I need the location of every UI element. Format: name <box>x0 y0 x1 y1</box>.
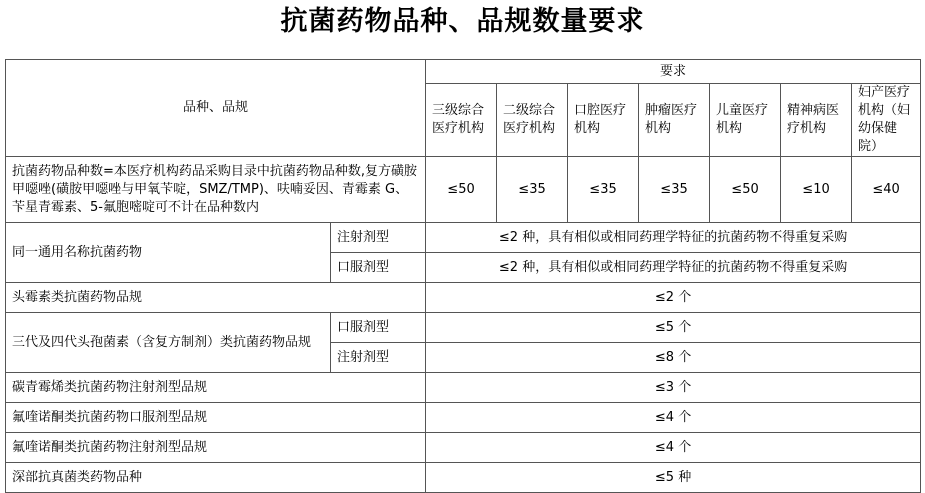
column-header: 肿瘤医疗机构 <box>639 84 710 157</box>
column-header: 妇产医疗机构（妇幼保健院） <box>852 84 921 157</box>
cell-value: ≤40 <box>852 157 921 223</box>
requirements-table <box>5 59 921 493</box>
cell-value: ≤3 个 <box>426 373 921 403</box>
table-row <box>6 157 921 223</box>
header-requirement: 要求 <box>426 60 921 84</box>
row-label: 抗菌药物品种数=本医疗机构药品采购目录中抗菌药物品种数,复方磺胺甲噁唑(磺胺甲噁唑与甲氧苄啶，SMZ/TMP)、呋喃妥因、青霉素 G、苄星青霉素、5-氟胞嘧啶可不计在品种数内 <box>6 157 426 223</box>
cell-value: ≤50 <box>710 157 781 223</box>
cell-value: ≤2 种，具有相似或相同药理学特征的抗菌药物不得重复采购 <box>426 253 921 283</box>
cell-value: ≤10 <box>781 157 852 223</box>
dosage-form-label: 口服剂型 <box>331 313 426 343</box>
cell-value: ≤2 种，具有相似或相同药理学特征的抗菌药物不得重复采购 <box>426 223 921 253</box>
header-category: 品种、品规 <box>6 60 426 157</box>
column-header: 精神病医疗机构 <box>781 84 852 157</box>
cell-value: ≤35 <box>639 157 710 223</box>
table-row <box>6 313 921 343</box>
dosage-form-label: 注射剂型 <box>331 223 426 253</box>
row-label: 头霉素类抗菌药物品规 <box>6 283 426 313</box>
row-label: 碳青霉烯类抗菌药物注射剂型品规 <box>6 373 426 403</box>
table-row <box>6 223 921 253</box>
column-header: 口腔医疗机构 <box>568 84 639 157</box>
header-row <box>6 60 921 84</box>
row-label: 氟喹诺酮类抗菌药物注射剂型品规 <box>6 433 426 463</box>
table-row <box>6 433 921 463</box>
column-header: 二级综合医疗机构 <box>497 84 568 157</box>
cell-value: ≤4 个 <box>426 433 921 463</box>
cell-value: ≤8 个 <box>426 343 921 373</box>
dosage-form-label: 注射剂型 <box>331 343 426 373</box>
table-row <box>6 463 921 493</box>
page-title: 抗菌药物品种、品规数量要求 <box>280 6 645 37</box>
cell-value: ≤35 <box>568 157 639 223</box>
row-label: 深部抗真菌类药物品种 <box>6 463 426 493</box>
dosage-form-label: 口服剂型 <box>331 253 426 283</box>
row-label: 三代及四代头孢菌素（含复方制剂）类抗菌药物品规 <box>6 313 331 373</box>
cell-value: ≤4 个 <box>426 403 921 433</box>
cell-value: ≤5 种 <box>426 463 921 493</box>
cell-value: ≤2 个 <box>426 283 921 313</box>
row-label: 氟喹诺酮类抗菌药物口服剂型品规 <box>6 403 426 433</box>
cell-value: ≤35 <box>497 157 568 223</box>
cell-value: ≤50 <box>426 157 497 223</box>
cell-value: ≤5 个 <box>426 313 921 343</box>
column-header: 三级综合医疗机构 <box>426 84 497 157</box>
table-row <box>6 403 921 433</box>
column-header: 儿童医疗机构 <box>710 84 781 157</box>
table-row <box>6 283 921 313</box>
table-row <box>6 373 921 403</box>
row-label: 同一通用名称抗菌药物 <box>6 223 331 283</box>
